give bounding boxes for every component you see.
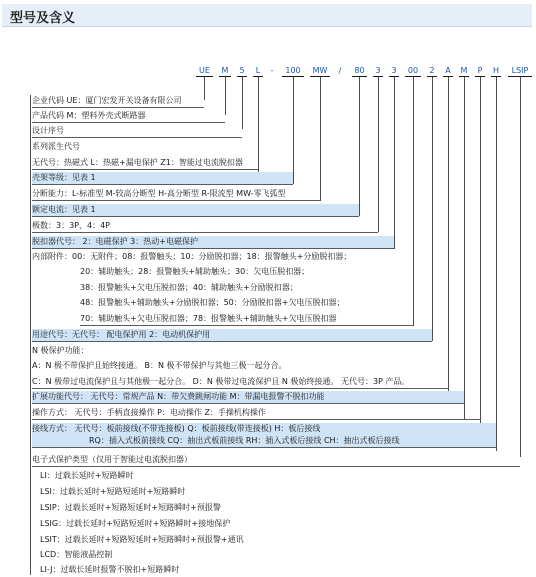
connector-line bbox=[448, 77, 449, 401]
connector-line bbox=[480, 77, 481, 435]
connector-line bbox=[320, 77, 321, 201]
connector-line bbox=[413, 77, 414, 326]
row-npole-cd: C：N 极带过电流保护且与其他极一起分合。 D：N 极带过电流保护且 N 极始终接通。 无代号：3P 产品。 bbox=[32, 376, 448, 389]
code-wiring: H bbox=[492, 66, 499, 75]
code-design: 5 bbox=[237, 66, 247, 77]
row-design-number: 设计序号 bbox=[32, 125, 242, 138]
code-m: M bbox=[219, 66, 231, 77]
row-derive-options: 无代号：热磁式 L：热磁+漏电保护 Z1：智能过电流脱扣器 bbox=[32, 157, 258, 170]
row-extend-code: 扩展功能代号： 无代号：常规产品 N：带欠费跳闸功能 M：带漏电报警不脱扣功能 bbox=[32, 391, 464, 404]
code-slash: / bbox=[338, 66, 342, 75]
row-company-code: 企业代码 UE：厦门宏发开关设备有限公司 bbox=[32, 95, 204, 108]
row-protection-lsip: LSIP：过载长延时+短路短延时+短路瞬时+预报警 bbox=[40, 503, 221, 512]
code-protection: LSIP bbox=[508, 66, 532, 77]
connector-line bbox=[432, 77, 433, 341]
connector-line bbox=[378, 77, 379, 232]
left-guide-line bbox=[30, 95, 31, 575]
row-product-code: 产品代码 M：塑料外壳式断路器 bbox=[32, 110, 225, 123]
connector-line bbox=[225, 77, 226, 115]
row-usage-code: 用途代号：无代号： 配电保护用 2：电动机保护用 bbox=[32, 329, 432, 342]
section-title: 型号及含义 bbox=[10, 11, 76, 26]
row-release-code: 脱扣器代号： 2：电磁保护 3：热动+电磁保护 bbox=[32, 236, 394, 249]
row-wiring: 接线方式： 无代号：板前接线(不带连接板) Q：板前接线(带连接板) H：板后接线 bbox=[32, 423, 496, 435]
code-dash: - bbox=[270, 66, 274, 75]
row-accessory-5: 70：辅助触头+欠电压脱扣器；78：报警触头+辅助触头+欠电压脱扣器 bbox=[80, 313, 413, 326]
row-protection-lsig: LSIG：过载长延时+短路短延时+短路瞬时+接地保护 bbox=[40, 519, 231, 528]
section-header bbox=[2, 4, 532, 27]
code-frame: 100 bbox=[282, 66, 304, 77]
row-poles: 极数：3：3P、4：4P bbox=[32, 220, 378, 233]
row-operation: 操作方式： 无代号：手柄直接操作 P：电动操作 Z：手操机构操作 bbox=[32, 407, 480, 420]
code-accessory: 00 bbox=[405, 66, 421, 77]
row-breaking-capacity: 分断能力：L-标准型 M-较高分断型 H-高分断型 R-限流型 MW-零飞弧型 bbox=[32, 188, 320, 201]
row-protection-lcd: LCD：智能液晶控制 bbox=[40, 550, 113, 559]
code-poles: 3 bbox=[373, 66, 383, 77]
row-protection-type: 电子式保护类型（仅用于智能过电流脱扣器） bbox=[32, 454, 520, 467]
connector-line bbox=[293, 77, 294, 184]
connector-line bbox=[258, 77, 259, 172]
row-derive-code: 系列派生代号 bbox=[32, 142, 80, 151]
row-accessory-2: 20：辅助触头；28：报警触头+辅助触头；30：欠电压脱扣器； bbox=[80, 267, 310, 276]
row-npole-title: N 极保护功能： bbox=[32, 346, 89, 355]
row-accessory-3: 38：报警触头+欠电压脱扣器；40：辅助触头+分励脱扣器； bbox=[80, 283, 298, 292]
connector-line bbox=[359, 77, 360, 216]
code-usage: 2 bbox=[427, 66, 437, 77]
connector-line bbox=[496, 77, 497, 451]
connector-line bbox=[394, 77, 395, 249]
row-accessory-4: 48：报警触头+辅助触头+分励脱扣器；50：分励脱扣器+欠电压脱扣器； bbox=[80, 298, 345, 307]
code-release: 3 bbox=[389, 66, 399, 77]
connector-line bbox=[520, 77, 521, 457]
row-frame-grade: 壳架等级：见表 1 bbox=[32, 172, 293, 185]
row-accessory-1: 内部附件：00：无附件；08：报警触头；10：分励脱扣器；18：报警触头+分励脱扣器； bbox=[32, 252, 352, 261]
row-protection-lsit: LSIT：过载长延时+短路短延时+短路瞬时+预报警+通讯 bbox=[40, 535, 244, 544]
connector-line bbox=[204, 77, 205, 100]
row-protection-li: LI：过载长延时+短路瞬时 bbox=[40, 471, 134, 480]
row-wiring-2: RQ：插入式板前接线 CQ：抽出式板前接线 RH：插入式板后接线 CH：抽出式板后接线 bbox=[32, 435, 496, 448]
connector-line bbox=[464, 77, 465, 419]
code-operation: P bbox=[475, 66, 485, 77]
connector-line bbox=[242, 77, 243, 129]
row-rated-current: 额定电流：见表 1 bbox=[32, 204, 359, 217]
code-extend: M bbox=[460, 66, 468, 75]
code-current: 80 bbox=[352, 66, 367, 77]
row-protection-lij: LI-J：过载长延时报警不脱扣+短路瞬时 bbox=[40, 565, 180, 574]
code-npole: A bbox=[443, 66, 453, 77]
code-ue: UE bbox=[196, 66, 213, 77]
code-breaking: MW bbox=[310, 66, 330, 77]
code-derive: L bbox=[253, 66, 263, 77]
row-protection-lsi: LSI：过载长延时+短路短延时+短路瞬时 bbox=[40, 487, 186, 496]
row-npole-ab: A：N 极不带保护且始终接通。 B：N 极不带保护与其他三极一起分合。 bbox=[32, 361, 287, 370]
